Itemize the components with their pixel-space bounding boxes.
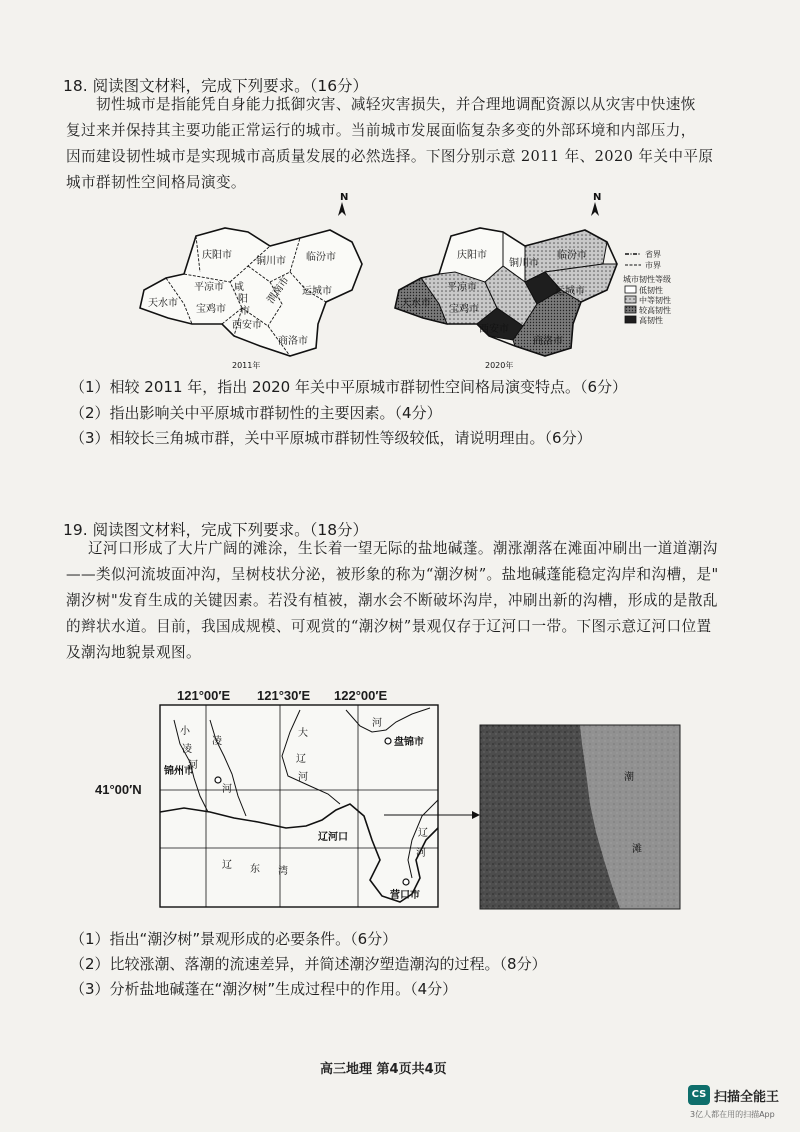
label-river-xiao: 小: [180, 726, 190, 737]
photo-label-b: 滩: [632, 844, 642, 855]
label-2011-xianyang-b: 阳: [238, 294, 248, 305]
label-jinzhou: 锦州市: [164, 766, 194, 777]
legend-low: 低韧性: [639, 286, 663, 295]
label-river-da: 大: [298, 728, 308, 739]
label-2020-baoji: 宝鸡市: [449, 304, 479, 315]
map-2020: [395, 192, 671, 370]
legend-mid: 中等韧性: [639, 296, 671, 305]
q19-title: 19. 阅读图文材料，完成下列要求。（18分）: [63, 521, 369, 539]
label-river-liao: 辽: [296, 754, 306, 765]
camscanner-logo: CS: [688, 1085, 710, 1105]
lon-label-2: 121°30′E: [257, 688, 311, 703]
q19-passage: [66, 536, 746, 666]
arrow-icon: [472, 811, 480, 819]
page-footer: 高三地理 第4页共4页: [320, 1062, 447, 1077]
location-map: [160, 705, 438, 907]
label-2020-xian: 西安市: [479, 324, 509, 335]
label-2011-tianshui: 天水市: [148, 298, 178, 309]
label-liaohekou: 辽河口: [318, 832, 348, 843]
q18-line-2: 复过来并保持其主要功能正常运行的城市。当前城市发展面临复杂多变的外部环境和内部压力，: [66, 122, 696, 139]
legend-high: 高韧性: [639, 316, 663, 325]
camscanner-tagline: 3亿人都在用的扫描App: [690, 1110, 775, 1119]
label-2011-shangluo: 商洛市: [278, 336, 308, 347]
q19-question-3: （3）分析盐地碱蓬在“潮汐树”生成过程中的作用。（4分）: [70, 980, 458, 998]
label-bay-a: 辽: [222, 860, 232, 871]
label-river-liao-2: 辽: [418, 828, 428, 839]
label-2011-tongchuan: 铜川市: [256, 256, 286, 267]
label-river-he-1: 河: [188, 760, 198, 771]
map-2020-year: 2020年: [485, 361, 514, 370]
q18-line-1: 韧性城市是指能凭自身能力抵御灾害、减轻灾害损失，并合理地调配资源以从灾害中快速恢: [96, 96, 696, 113]
label-2011-xian: 西安市: [232, 320, 262, 331]
label-2020-pingliang: 平凉市: [447, 282, 477, 293]
label-2011-weinan: 渭南市: [265, 274, 292, 306]
photo-label-a: 潮: [624, 772, 634, 783]
legend-province: 省界: [645, 250, 661, 259]
lon-label-3: 122°00′E: [334, 688, 388, 703]
legend-title: 城市韧性等级: [623, 275, 671, 284]
label-river-he-5: 河: [416, 848, 426, 859]
q18-line-3: 因而建设韧性城市是实现城市高质量发展的必然选择。下图分别示意 2011 年、2020 年关中平原: [66, 148, 714, 165]
label-2011-linfen: 临汾市: [306, 252, 336, 263]
q18-question-1: （1）相较 2011 年，指出 2020 年关中平原城市群韧性空间格局演变特点。（6分）: [70, 378, 628, 396]
label-2011-xianyang-c: 市: [240, 306, 250, 317]
q19-line-4: 的辫状水道。目前，我国成规模、可观赏的“潮汐树”景观仅存于辽河口一带。下图示意辽河口位置: [66, 618, 712, 635]
q19-line-3: 潮汐树"发育生成的关键因素。若没有植被，潮水会不断破坏沟岸，冲刷出新的沟槽，形成的是散乱: [66, 592, 718, 609]
label-bay-c: 湾: [278, 866, 288, 877]
q18-maps-figure: [130, 186, 700, 372]
north-arrow-icon: [591, 202, 599, 216]
q18-question-3: （3）相较长三角城市群，关中平原城市群韧性等级较低，请说明理由。（6分）: [70, 429, 592, 447]
tidal-creek-photo: [480, 725, 680, 909]
lat-label: 41°00′N: [95, 782, 142, 797]
label-panjin: 盘锦市: [394, 737, 424, 748]
label-2011-qingyang: 庆阳市: [202, 250, 232, 261]
q19-line-1: 辽河口形成了大片广阔的滩涂，生长着一望无际的盐地碱蓬。潮涨潮落在滩面冲刷出一道道潮沟: [88, 540, 718, 557]
label-yingkou: 营口市: [390, 890, 420, 901]
label-river-he-3: 河: [298, 772, 308, 783]
north-arrow-left: N: [340, 192, 349, 203]
liaohekou-figure: [150, 700, 750, 915]
label-river-he-4: 河: [372, 718, 382, 729]
q19-question-2: （2）比较涨潮、落潮的流速差异，并简述潮汐塑造潮沟的过程。（8分）: [70, 955, 547, 973]
lon-label-1: 121°00′E: [177, 688, 231, 703]
map-legend: [623, 249, 671, 325]
legend-city: 市界: [645, 261, 661, 270]
north-arrow-icon: [338, 202, 346, 216]
label-bay-b: 东: [250, 864, 260, 875]
label-2011-baoji: 宝鸡市: [196, 304, 226, 315]
label-2011-pingliang: 平凉市: [194, 282, 224, 293]
q18-question-2: （2）指出影响关中平原城市群韧性的主要因素。（4分）: [70, 404, 442, 422]
map-2011: [140, 192, 362, 370]
label-2011-xianyang-a: 咸: [234, 282, 244, 293]
label-2020-qingyang: 庆阳市: [457, 250, 487, 261]
label-2020-linfen: 临汾市: [557, 250, 587, 261]
label-river-da-ling: 凌: [212, 736, 222, 747]
label-2020-yuncheng: 运城市: [555, 286, 585, 297]
q19-question-1: （1）指出“潮汐树”景观形成的必要条件。（6分）: [70, 930, 398, 948]
label-2020-tianshui: 天水市: [401, 298, 431, 309]
q19-line-2: ——类似河流坡面冲沟，呈树枝状分泌，被形象的称为“潮汐树”。盐地碱蓬能稳定沟岸和沟槽，是": [66, 566, 719, 583]
map-2011-year: 2011年: [232, 361, 261, 370]
q18-title: 18. 阅读图文材料，完成下列要求。（16分）: [63, 77, 369, 95]
legend-high-mid: 较高韧性: [639, 306, 671, 315]
label-river-ling: 凌: [182, 744, 192, 755]
camscanner-name: 扫描全能王: [714, 1090, 780, 1105]
q18-line-4: 城市群韧性空间格局演变。: [66, 174, 246, 191]
scanner-watermark: [688, 1085, 792, 1125]
q19-line-5: 及潮沟地貌景观图。: [66, 644, 201, 661]
q18-passage: [66, 92, 746, 196]
label-river-he-2: 河: [222, 784, 232, 795]
label-2020-shangluo: 商洛市: [533, 336, 563, 347]
label-2020-tongchuan: 铜川市: [509, 258, 539, 269]
label-2011-yuncheng: 运城市: [302, 286, 332, 297]
north-arrow-right: N: [593, 192, 602, 203]
